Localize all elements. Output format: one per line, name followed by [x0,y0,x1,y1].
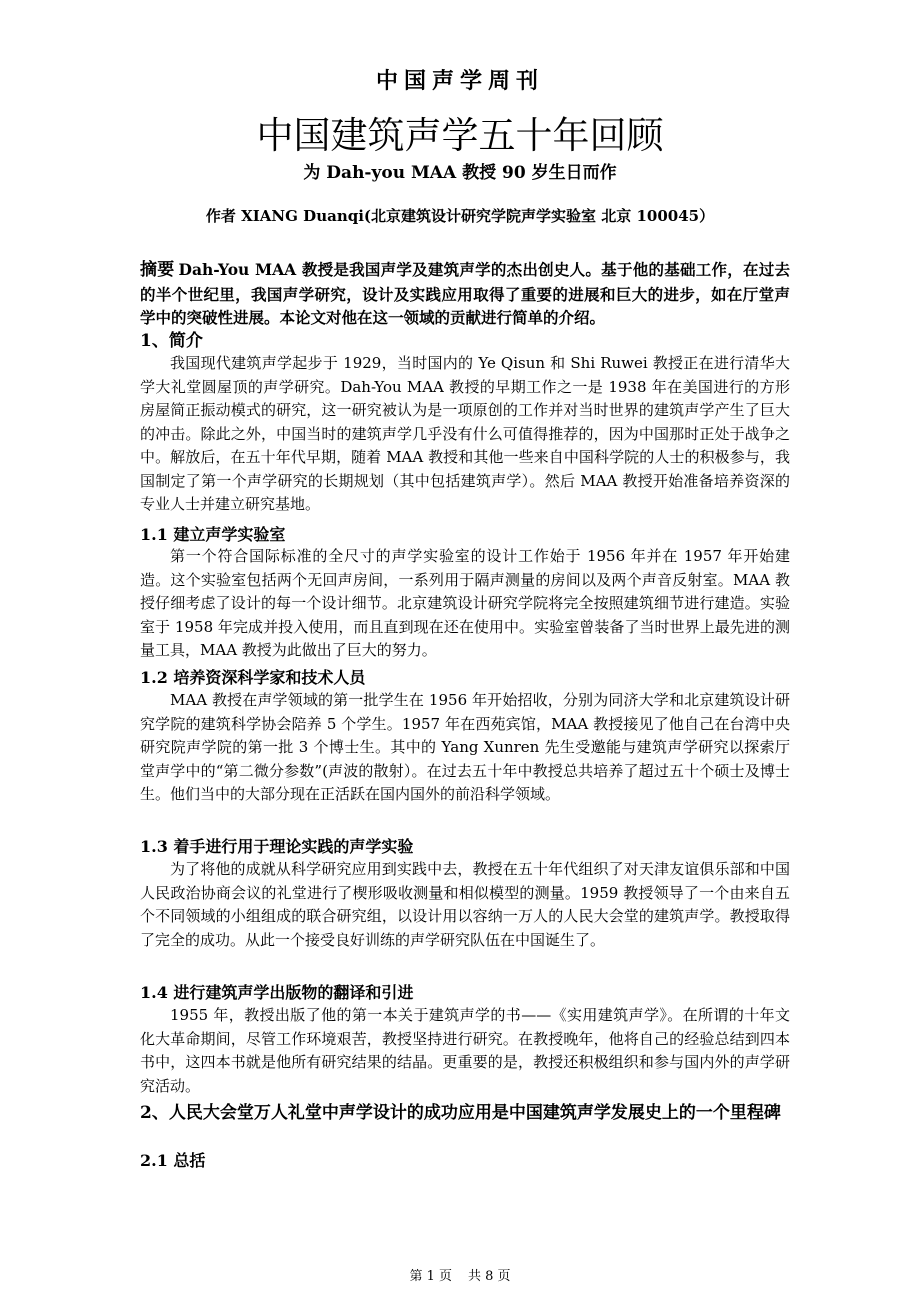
section-2-1-heading: 2.1 总括 [140,1151,206,1170]
abstract [140,258,790,330]
page-number: 第 1 页 [409,1269,452,1284]
section-1-4-paragraph: 1955 年，教授出版了他的第一本关于建筑声学的书——《实用建筑声学》。在所谓的十年文化大革命期间，尽管工作环境艰苦，教授坚持进行研究。在教授晚年，他将自己的经验总结到四本书中，这四本书就是他所有研究结果的结晶。更重要的是，教授还积极组织和参与国内外的声学研究活动。 [140,1006,790,1095]
section-1-2-heading: 1.2 培养资深科学家和技术人员 [140,668,366,687]
abstract-label: 摘要 [140,260,175,280]
section-1-1-paragraph: 第一个符合国际标准的全尺寸的声学实验室的设计工作始于 1956 年并在 1957 年开始建造。这个实验室包括两个无回声房间，一系列用于隔声测量的房间以及两个声音反射室。MAA 教授仔细考虑了设计的每一个设计细节。北京建筑设计研究学院将完全按照建筑细节进行建造。实验室于 1958 年完成并投入使用，而且直到现在还在使用中。实验室曾装备了当时世界上最先进的测量工具，MAA 教授为此做出了巨大的努力。 [140,547,790,659]
article-subtitle: 为 Dah-you MAA 教授 90 岁生日而作 [303,163,617,183]
section-1-1-heading: 1.1 建立声学实验室 [140,525,286,544]
section-1-heading: 1、简介 [140,331,203,351]
section-1-3-paragraph: 为了将他的成就从科学研究应用到实践中去，教授在五十年代组织了对天津友谊俱乐部和中国人民政治协商会议的礼堂进行了楔形吸收测量和相似模型的测量。1959 教授领导了一个由来自五个不同领域的小组组成的联合研究组，以设计用以容纳一万人的人民大会堂的建筑声学。教授取得了完全的成功。从此一个接受良好训练的声学研究队伍在中国诞生了。 [140,860,790,949]
section-2-heading: 2、人民大会堂万人礼堂中声学设计的成功应用是中国建筑声学发展史上的一个里程碑 [140,1103,781,1123]
page-total: 共 8 页 [468,1269,511,1284]
journal-name: 中国声学周刊 [375,68,544,94]
section-1-3-heading: 1.3 着手进行用于理论实践的声学实验 [140,837,414,856]
page-footer [0,1265,920,1284]
section-1-2-paragraph: MAA 教授在声学领域的第一批学生在 1956 年开始招收，分别为同济大学和北京建筑设计研究学院的建筑科学协会陪养 5 个学生。1957 年在西苑宾馆，MAA 教授接见了他自己在台湾中央研究院声学院的第一批 3 个博士生。其中的 Yang Xunren 先生受邀能与建筑声学研究以探索厅堂声学中的“第二微分参数”(声波的散射）。在过去五十年中教授总共培养了超过五十个硕士及博士生。他们当中的大部分现在正活跃在国内国外的前沿科学领域。 [140,691,790,803]
article-title: 中国建筑声学五十年回顾 [256,114,664,157]
abstract-text: Dah-You MAA 教授是我国声学及建筑声学的杰出创史人。基于他的基础工作，在过去的半个世纪里，我国声学研究，设计及实践应用取得了重要的进展和巨大的进步，如在厅堂声学中的突破性进展。本论文对他在这一领域的贡献进行简单的介绍。 [140,260,790,327]
article-author: 作者 XIANG Duanqi(北京建筑设计研究学院声学实验室 北京 100045） [205,207,715,225]
section-1-paragraph: 我国现代建筑声学起步于 1929，当时国内的 Ye Qisun 和 Shi Ruwei 教授正在进行清华大学大礼堂圆屋顶的声学研究。Dah-You MAA 教授的早期工作之一是 1938 年在美国进行的方形房屋简正振动模式的研究，这一研究被认为是一项原创的工作并对当时世界的建筑声学产生了巨大的冲击。除此之外，中国当时的建筑声学几乎没有什么可值得推荐的，因为中国那时正处于战争之中。解放后，在五十年代早期，随着 MAA 教授和其他一些来自中国科学院的人士的积极参与，我国制定了第一个声学研究的长期规划（其中包括建筑声学）。然后 MAA 教授开始准备培养资深的专业人士并建立研究基地。 [140,354,790,513]
section-1-4-heading: 1.4 进行建筑声学出版物的翻译和引进 [140,983,414,1002]
